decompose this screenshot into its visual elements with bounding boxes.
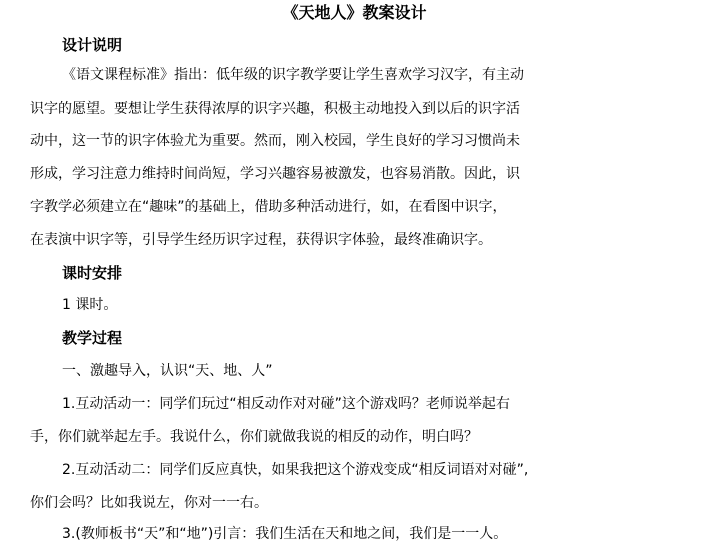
section-heading-schedule: 课时安排 [62, 264, 123, 282]
paragraph-line: 字教学必须建立在“趣味”的基础上，借助多种活动进行，如，在看图中识字， [30, 199, 507, 215]
paragraph-line: 在表演中识字等，引导学生经历识字过程，获得识字体验，最终准确识字。 [30, 232, 492, 248]
process-line: 手，你们就举起左手。我说什么，你们就做我说的相反的动作，明白吗？ [30, 429, 478, 445]
document-title: 《天地人》教案设计 [282, 3, 427, 22]
paragraph-line: 动中，这一节的识字体验尤为重要。然而，刚入校园，学生良好的学习习惯尚未 [30, 133, 520, 149]
paragraph-line: 形成，学习注意力维持时间尚短，学习兴趣容易被激发，也容易消散。因此，识 [30, 166, 520, 182]
process-line: 2.互动活动二：同学们反应真快，如果我把这个游戏变成“相反词语对对碰”, [62, 462, 529, 478]
section-heading-design: 设计说明 [62, 36, 123, 54]
paragraph-line: 《语文课程标准》指出：低年级的识字教学要让学生喜欢学习汉字，有主动 [62, 67, 524, 83]
process-line: 3.(教师板书“天”和“地”)引言：我们生活在天和地之间，我们是一一人。 [62, 526, 508, 542]
schedule-text: 1 课时。 [62, 297, 118, 313]
process-line: 一、激趣导入，认识“天、地、人” [62, 363, 273, 379]
paragraph-line: 识字的愿望。要想让学生获得浓厚的识字兴趣，积极主动地投入到以后的识字活 [30, 101, 520, 117]
process-line: 你们会吗？比如我说左，你对一一右。 [30, 495, 268, 511]
section-heading-process: 教学过程 [62, 329, 123, 347]
process-line: 1.互动活动一：同学们玩过“相反动作对对碰”这个游戏吗？老师说举起右 [62, 396, 510, 412]
